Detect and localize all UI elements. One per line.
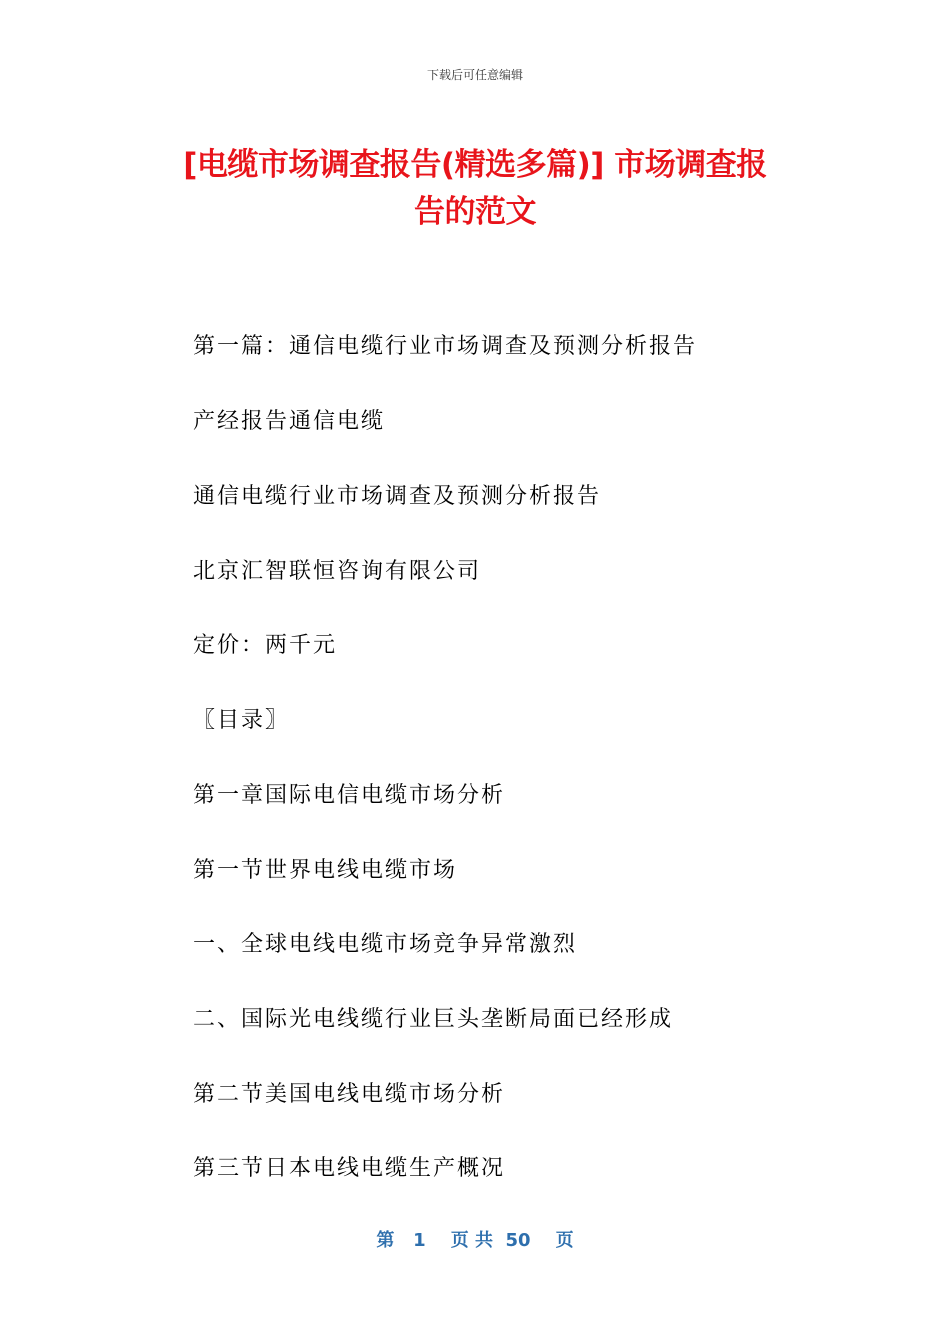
document-title-line-2: 告的范文 bbox=[414, 194, 536, 230]
document-title bbox=[120, 142, 830, 236]
paragraph: 定价：两千元 bbox=[193, 633, 338, 658]
paragraph: 产经报告通信电缆 bbox=[193, 409, 386, 434]
paragraph: 二、国际光电线缆行业巨头垄断局面已经形成 bbox=[193, 1007, 674, 1032]
paragraph: 第二节美国电线电缆市场分析 bbox=[193, 1082, 506, 1107]
paragraph: 第三节日本电线电缆生产概况 bbox=[193, 1156, 506, 1181]
paragraph: 一、全球电线电缆市场竞争异常激烈 bbox=[193, 932, 578, 957]
paragraph: 第一篇：通信电缆行业市场调查及预测分析报告 bbox=[193, 334, 698, 359]
page-footer: 第 1 页 共 50 页 bbox=[376, 1230, 574, 1251]
paragraph: 〖目录〗 bbox=[193, 708, 290, 733]
document-title-line-1: [电缆市场调查报告(精选多篇)] 市场调查报 bbox=[183, 147, 767, 183]
paragraph: 通信电缆行业市场调查及预测分析报告 bbox=[193, 484, 602, 509]
paragraph: 北京汇智联恒咨询有限公司 bbox=[193, 559, 482, 584]
paragraph: 第一章国际电信电缆市场分析 bbox=[193, 783, 506, 808]
header-note: 下载后可任意编辑 bbox=[426, 68, 523, 82]
paragraph: 第一节世界电线电缆市场 bbox=[193, 858, 458, 883]
